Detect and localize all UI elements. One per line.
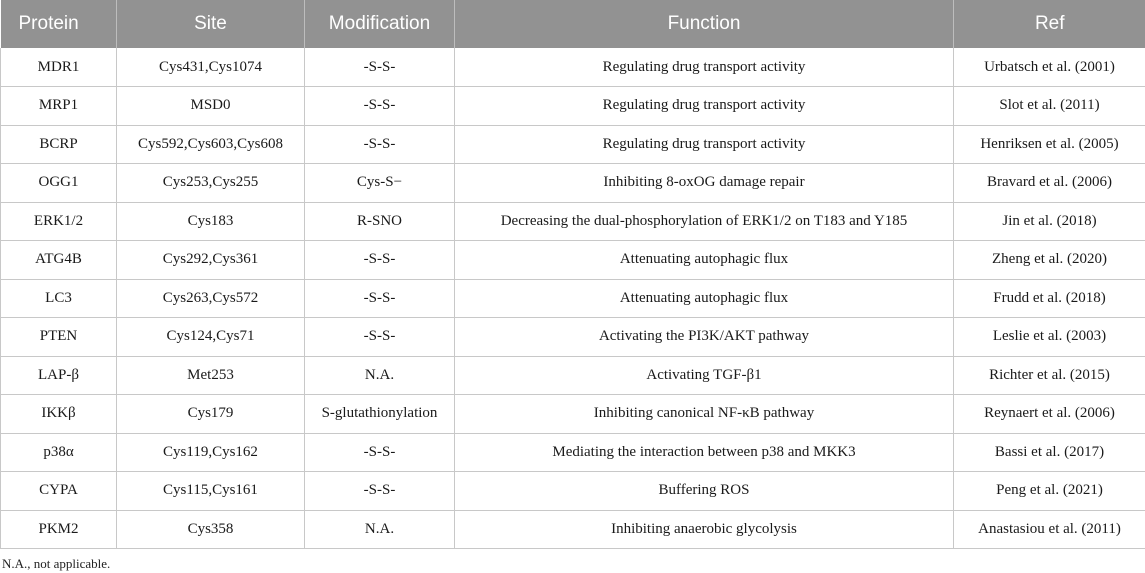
cell-ref: Leslie et al. (2003): [954, 318, 1145, 357]
cell-protein: ATG4B: [1, 241, 117, 280]
cell-modification: -S-S-: [305, 241, 455, 280]
table-row: [1, 48, 1145, 87]
table-row: [1, 433, 1145, 472]
cell-protein: LC3: [1, 279, 117, 318]
table-row: [1, 125, 1145, 164]
cell-protein: PKM2: [1, 510, 117, 549]
header-protein: Protein: [1, 0, 117, 48]
cell-ref: Jin et al. (2018): [954, 202, 1145, 241]
cell-site: Cys115,Cys161: [117, 472, 305, 511]
table-row: [1, 202, 1145, 241]
cell-site: Cys292,Cys361: [117, 241, 305, 280]
cell-site: Cys253,Cys255: [117, 164, 305, 203]
cell-site: Cys179: [117, 395, 305, 434]
cell-site: MSD0: [117, 87, 305, 126]
table-row: [1, 510, 1145, 549]
table-row: [1, 164, 1145, 203]
table-row: [1, 472, 1145, 511]
cell-function: Decreasing the dual-phosphorylation of ERK1/2 on T183 and Y185: [455, 202, 954, 241]
header-ref: Ref: [1034, 13, 1065, 34]
cell-modification: R-SNO: [305, 202, 455, 241]
table-footnote: N.A., not applicable.: [2, 556, 111, 571]
cell-function: Regulating drug transport activity: [455, 125, 954, 164]
table-row: [1, 241, 1145, 280]
cell-modification: N.A.: [305, 510, 455, 549]
cell-ref: Urbatsch et al. (2001): [954, 48, 1145, 87]
cell-protein: IKKβ: [1, 395, 117, 434]
cell-protein: MDR1: [1, 48, 117, 87]
cell-protein: p38α: [1, 433, 117, 472]
cell-modification: -S-S-: [305, 433, 455, 472]
cell-ref: Zheng et al. (2020): [954, 241, 1145, 280]
cell-modification: -S-S-: [305, 87, 455, 126]
cell-ref: Frudd et al. (2018): [954, 279, 1145, 318]
cell-ref: Slot et al. (2011): [954, 87, 1145, 126]
header-modification: Modification: [305, 0, 455, 48]
cell-site: Cys183: [117, 202, 305, 241]
cell-site: Cys431,Cys1074: [117, 48, 305, 87]
cell-ref: Bravard et al. (2006): [954, 164, 1145, 203]
cell-ref: Peng et al. (2021): [954, 472, 1145, 511]
cell-modification: -S-S-: [305, 472, 455, 511]
cell-protein: PTEN: [1, 318, 117, 357]
cell-ref: Bassi et al. (2017): [954, 433, 1145, 472]
cell-site: Cys124,Cys71: [117, 318, 305, 357]
cell-function: Activating TGF-β1: [455, 356, 954, 395]
cell-modification: -S-S-: [305, 318, 455, 357]
header-site: Site: [117, 0, 305, 48]
cell-function: Attenuating autophagic flux: [455, 241, 954, 280]
table-row: [1, 318, 1145, 357]
cell-ref: Reynaert et al. (2006): [954, 395, 1145, 434]
cell-function: Inhibiting canonical NF-κB pathway: [455, 395, 954, 434]
table-row: [1, 87, 1145, 126]
cell-function: Attenuating autophagic flux: [455, 279, 954, 318]
cell-ref: Henriksen et al. (2005): [954, 125, 1145, 164]
cell-site: Cys263,Cys572: [117, 279, 305, 318]
cell-site: Met253: [117, 356, 305, 395]
cell-modification: Cys-S−: [305, 164, 455, 203]
cell-protein: LAP-β: [1, 356, 117, 395]
header-function: Function: [455, 0, 954, 48]
cell-function: Inhibiting 8-oxOG damage repair: [455, 164, 954, 203]
table-row: [1, 395, 1145, 434]
cell-modification: -S-S-: [305, 125, 455, 164]
cell-protein: BCRP: [1, 125, 117, 164]
cell-modification: S-glutathionylation: [305, 395, 455, 434]
cell-protein: OGG1: [1, 164, 117, 203]
cell-site: Cys358: [117, 510, 305, 549]
cell-site: Cys119,Cys162: [117, 433, 305, 472]
table-row: [1, 356, 1145, 395]
cell-function: Buffering ROS: [455, 472, 954, 511]
cell-site: Cys592,Cys603,Cys608: [117, 125, 305, 164]
cell-modification: -S-S-: [305, 48, 455, 87]
table-row: [1, 279, 1145, 318]
cell-modification: N.A.: [305, 356, 455, 395]
cell-function: Inhibiting anaerobic glycolysis: [455, 510, 954, 549]
header-row: [1, 0, 1145, 48]
cell-protein: CYPA: [1, 472, 117, 511]
cell-modification: -S-S-: [305, 279, 455, 318]
cell-function: Activating the PI3K/AKT pathway: [455, 318, 954, 357]
cell-protein: MRP1: [1, 87, 117, 126]
cell-ref: Anastasiou et al. (2011): [954, 510, 1145, 549]
cell-function: Mediating the interaction between p38 and MKK3: [455, 433, 954, 472]
cell-ref: Richter et al. (2015): [954, 356, 1145, 395]
cell-function: Regulating drug transport activity: [455, 87, 954, 126]
cell-function: Regulating drug transport activity: [455, 48, 954, 87]
cell-protein: ERK1/2: [1, 202, 117, 241]
